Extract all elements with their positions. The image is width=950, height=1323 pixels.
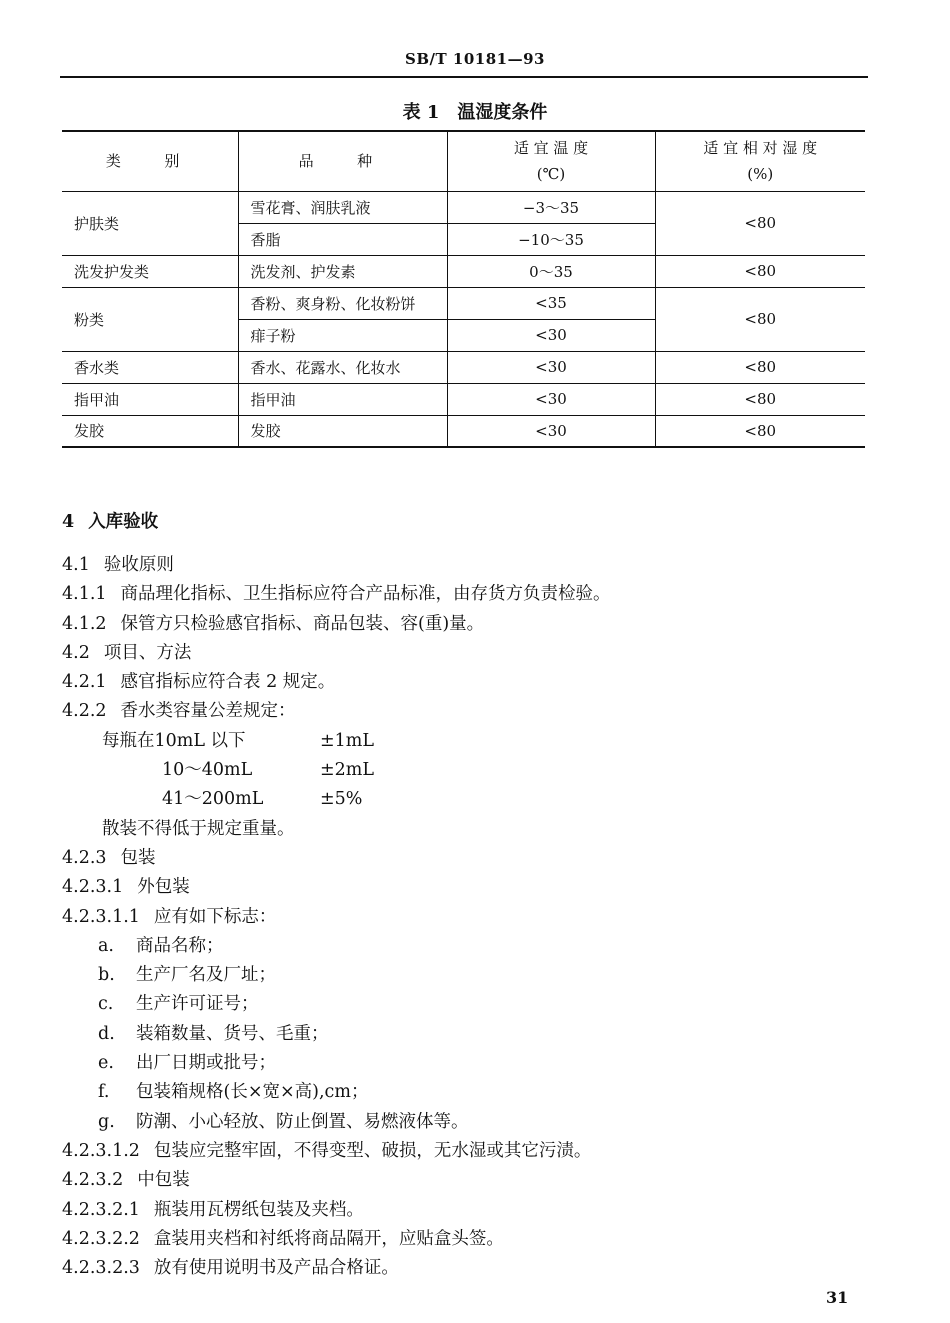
col-header-temperature <box>447 131 655 191</box>
table-row <box>62 415 865 447</box>
list-item <box>62 1020 872 1049</box>
page-number: 31 <box>826 1288 849 1307</box>
col-header-humidity <box>655 131 865 191</box>
clause-number: 4.2.3.2.1 <box>62 1199 140 1220</box>
list-letter: e. <box>98 1053 114 1074</box>
clause-4-1-2 <box>62 610 872 639</box>
clause-number: 4.1.2 <box>62 613 107 634</box>
clause-number: 4.2.3.1.2 <box>62 1140 140 1161</box>
clause-text: 瓶装用瓦楞纸包装及夹档。 <box>153 1199 364 1220</box>
cell-temperature: −10～35 <box>447 223 655 255</box>
list-text: 商品名称； <box>136 935 224 956</box>
cell-category: 护肤类 <box>62 191 238 255</box>
clause-number: 4.2.3.1.1 <box>62 906 140 927</box>
cell-variety: 香脂 <box>238 223 447 255</box>
clause-text: 放有使用说明书及产品合格证。 <box>153 1258 399 1279</box>
table-row <box>62 351 865 383</box>
list-item <box>62 1078 872 1107</box>
standard-code-header: SB/T 10181—93 <box>405 50 545 68</box>
clause-4-2-2 <box>62 697 872 726</box>
clause-text: 盒装用夹档和衬纸将商品隔开，应贴盒头签。 <box>153 1228 504 1249</box>
tolerance-note: 散装不得低于规定重量。 <box>102 818 295 839</box>
section-title: 入库验收 <box>88 512 159 532</box>
clause-text: 保管方只检验感官指标、商品包装、容(重)量。 <box>120 613 485 634</box>
clause-4-2-3-2 <box>62 1166 872 1195</box>
list-letter: d. <box>98 1023 115 1044</box>
list-letter: f. <box>98 1082 110 1103</box>
list-text: 包装箱规格(长×宽×高),cm； <box>136 1082 369 1103</box>
table-header-row <box>62 131 865 191</box>
cell-variety: 洗发剂、护发素 <box>238 255 447 287</box>
cell-humidity: <80 <box>655 287 865 351</box>
list-letter: b. <box>98 965 115 986</box>
cell-variety: 发胶 <box>238 415 447 447</box>
list-letter: a. <box>98 935 114 956</box>
tolerance-value: ±1mL <box>320 730 375 751</box>
humid-header-unit: (%) <box>747 165 774 184</box>
clause-text: 感官指标应符合表 2 规定。 <box>120 672 336 693</box>
cell-temperature: <30 <box>447 383 655 415</box>
clause-number: 4.2 <box>62 642 90 663</box>
list-text: 出厂日期或批号； <box>136 1053 276 1074</box>
clause-number: 4.2.1 <box>62 672 107 693</box>
tolerance-row <box>62 756 872 785</box>
temperature-humidity-table <box>62 130 865 448</box>
cell-temperature: <35 <box>447 287 655 319</box>
section-4-heading <box>62 505 872 551</box>
temp-header-unit: (℃) <box>536 165 566 184</box>
clause-number: 4.1.1 <box>62 584 107 605</box>
clause-title: 项目、方法 <box>103 642 192 663</box>
cell-variety: 指甲油 <box>238 383 447 415</box>
list-text: 生产许可证号； <box>136 994 259 1015</box>
cell-category: 指甲油 <box>62 383 238 415</box>
list-text: 生产厂名及厂址； <box>136 965 276 986</box>
col-header-variety: 品 种 <box>238 131 447 191</box>
tolerance-value: ±2mL <box>320 760 375 781</box>
clause-title: 验收原则 <box>103 555 174 575</box>
cell-variety: 香粉、爽身粉、化妆粉饼 <box>238 287 447 319</box>
list-text: 装箱数量、货号、毛重； <box>136 1023 329 1044</box>
list-letter: c. <box>98 994 114 1015</box>
clause-text: 应有如下标志： <box>153 906 277 927</box>
col-header-category: 类 别 <box>62 131 238 191</box>
cell-variety: 香水、花露水、化妆水 <box>238 351 447 383</box>
clause-number: 4.2.3.1 <box>62 877 124 898</box>
section-4-body <box>62 505 872 1283</box>
list-item <box>62 1049 872 1078</box>
tolerance-value: ±5% <box>320 789 363 810</box>
clause-number: 4.2.3 <box>62 847 107 868</box>
list-item <box>62 961 872 990</box>
cell-variety: 痱子粉 <box>238 319 447 351</box>
humid-header-title: 适 宜 相 对 湿 度 <box>703 139 818 158</box>
clause-number: 4.2.2 <box>62 701 107 722</box>
table-row <box>62 383 865 415</box>
clause-4-2-3-1-1 <box>62 903 872 932</box>
tolerance-range: 10～40mL <box>162 760 253 781</box>
clause-number: 4.2.3.2.3 <box>62 1258 140 1279</box>
table-row <box>62 255 865 287</box>
cell-humidity: <80 <box>655 255 865 287</box>
clause-title: 包装 <box>120 847 156 868</box>
cell-variety: 雪花膏、润肤乳液 <box>238 191 447 223</box>
clause-text: 香水类容量公差规定： <box>120 701 296 722</box>
cell-category: 粉类 <box>62 287 238 351</box>
cell-category: 发胶 <box>62 415 238 447</box>
list-text: 防潮、小心轻放、防止倒置、易燃液体等。 <box>136 1111 469 1132</box>
list-item <box>62 990 872 1019</box>
cell-humidity: <80 <box>655 415 865 447</box>
cell-category: 香水类 <box>62 351 238 383</box>
cell-temperature: 0～35 <box>447 255 655 287</box>
clause-number: 4.1 <box>62 555 90 575</box>
table-row <box>62 287 865 319</box>
tolerance-range: 41～200mL <box>162 789 264 810</box>
clause-text: 包装应完整牢固，不得变型、破损，无水湿或其它污渍。 <box>153 1140 592 1161</box>
table-row <box>62 191 865 223</box>
tolerance-row <box>62 727 872 756</box>
list-letter: g. <box>98 1111 115 1132</box>
clause-4-1 <box>62 551 872 580</box>
clause-title: 中包装 <box>137 1170 190 1191</box>
cell-temperature: <30 <box>447 319 655 351</box>
list-item <box>62 1108 872 1137</box>
clause-4-2-3-1-2 <box>62 1137 872 1166</box>
header-rule <box>60 76 868 78</box>
cell-humidity: <80 <box>655 191 865 255</box>
clause-number: 4.2.3.2.2 <box>62 1228 140 1249</box>
cell-category: 洗发护发类 <box>62 255 238 287</box>
cell-humidity: <80 <box>655 383 865 415</box>
clause-4-2-3 <box>62 844 872 873</box>
cell-temperature: <30 <box>447 415 655 447</box>
clause-number: 4.2.3.2 <box>62 1170 124 1191</box>
clause-4-2-3-2-3 <box>62 1254 872 1283</box>
clause-4-2-1 <box>62 668 872 697</box>
tolerance-range: 每瓶在10mL 以下 <box>102 730 246 751</box>
cell-temperature: −3～35 <box>447 191 655 223</box>
clause-title: 外包装 <box>137 877 190 898</box>
clause-4-2-3-2-2 <box>62 1225 872 1254</box>
list-item <box>62 932 872 961</box>
clause-4-2 <box>62 639 872 668</box>
temp-header-title: 适 宜 温 度 <box>513 139 589 158</box>
tolerance-row <box>62 785 872 814</box>
clause-4-2-3-1 <box>62 873 872 902</box>
clause-4-2-3-2-1 <box>62 1196 872 1225</box>
table1-caption: 表 1 温湿度条件 <box>402 102 548 123</box>
cell-humidity: <80 <box>655 351 865 383</box>
clause-text: 商品理化指标、卫生指标应符合产品标准，由存货方负责检验。 <box>120 584 611 605</box>
cell-temperature: <30 <box>447 351 655 383</box>
section-number: 4 <box>62 512 75 532</box>
clause-4-1-1 <box>62 580 872 609</box>
